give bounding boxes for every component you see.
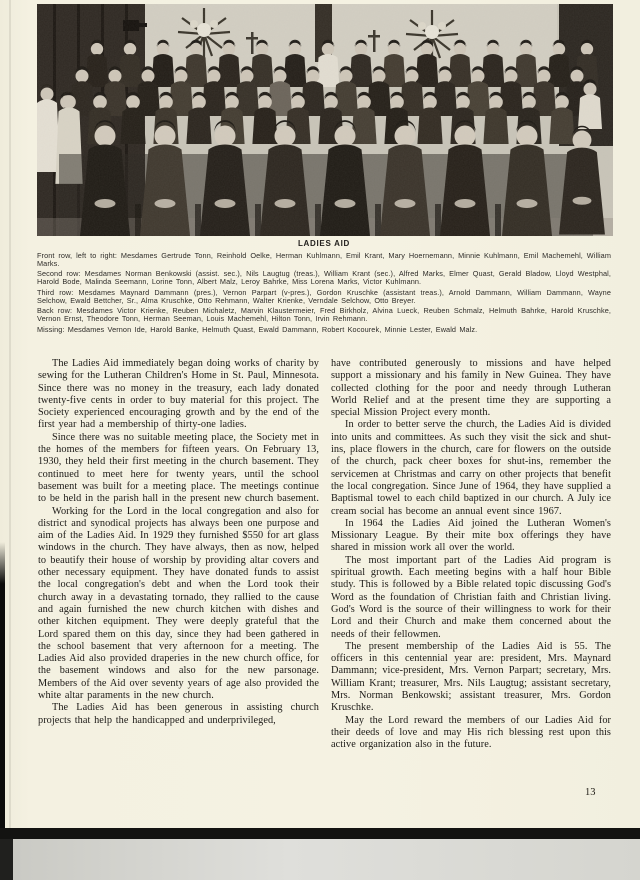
paragraph: Working for the Lord in the local congregation and also for district and synodical projects has always been one purpose and aim of the Ladies Aid. In 1929 they furnished $550 for art glass windows in the church. They have always, then as now, helped to beautify their house of worship by providing altar covers and other necessary equipment. They have donated funds to assist the local congregation's debt and when the Lord took their church away in a devastating tornado, they rallied to the cause and again furnished the new church kitchen with dishes and other kitchen equipment. They were deeply grateful that the Lord spared them on this day, since they had been gathered in the school basement that very afternoon for a meeting. The Ladies Aid also provided draperies in the new church office, for the basement windows and also for the new parsonage. Members of the Aid over seventy years of age also provided the white altar paraments in the new church. xyxy=(38,505,319,702)
group-photo-illustration xyxy=(37,4,613,236)
paragraph: In 1964 the Ladies Aid joined the Lutheran Women's Missionary League. By their mite box offerings they have shared in mission work all over the world. xyxy=(331,517,611,554)
scanner-background-strip xyxy=(0,839,640,880)
paragraph: In order to better serve the church, the Ladies Aid is divided into units and committees. As such they visit the sick and shut-ins, place flowers in the church, care for flowers on the outside of the church, pack cheer boxes for shut-ins, remember the servicemen at Christmas and carry on other projects that benefit the local congregation. Since June of 1964, they have supplied a Baptismal towel to each child baptized in our church. A July ice cream social has become an annual event since 1967. xyxy=(331,419,611,517)
page-number: 13 xyxy=(585,787,596,798)
scan-bottom-edge xyxy=(0,828,640,839)
paragraph: The most important part of the Ladies Aid program is spiritual growth. Each meeting begins with a half hour Bible study. This is followed by a Bible related topic discussing God's Word as the foundation of Christian faith and Christian living. God's Word is the source of their willingness to work for their Lord and their Church and make them concerned about the needs of their fellowmen. xyxy=(331,554,611,640)
photo-caption-title: LADIES AID xyxy=(297,239,351,248)
group-photo xyxy=(37,4,613,236)
photo-caption xyxy=(37,239,611,336)
caption-front-row: Front row, left to right: Mesdames Gertrude Tonn, Reinhold Oelke, Herman Kuhlmann, Emil Krant, Mary Hoernemann, Minnie Kuhlmann, Emil Machemehl, William Marks. xyxy=(37,251,611,268)
scan-edge-shadow xyxy=(0,584,5,828)
paragraph: have contributed generously to missions and have helped support a missionary and his family in New Guinea. They have collected clothing for the poor and needy through Lutheran World Relief and at the present time they are supporting a special Mission Project every month. xyxy=(331,358,611,419)
paragraph: The Ladies Aid has been generous in assisting church projects that help the handicapped and underprivileged, xyxy=(38,702,319,726)
caption-back-row: Back row: Mesdames Victor Krienke, Reuben Michaletz, Marvin Klaustermeier, Fred Birkholz, Alvina Lueck, Reuben Schmalz, Helmuth Bahrke, Harold Kruschke, Vernon Ernst, Theodore Tonn, Herman Seeman, Louis Machemehl, Hilton Tonn, Irvin Rehmann. xyxy=(37,306,611,324)
scan-edge-shadow-fade xyxy=(0,542,5,584)
page-crease xyxy=(9,0,11,828)
left-column xyxy=(38,358,319,727)
paragraph: The Ladies Aid immediately began doing works of charity by sewing for the Lutheran Children's Home in St. Paul, Minnesota. Since there was no money in the treasury, each lady donated twenty-five cents in order to buy material for this project. The Society experienced encouraging growth and by the end of the first year had a membership of thirty-one ladies. xyxy=(38,358,319,431)
right-column xyxy=(331,358,611,752)
scanner-corner-dark xyxy=(0,839,13,880)
paragraph: May the Lord reward the members of our Ladies Aid for their deeds of love and may His rich blessing rest upon this active organization also in the future. xyxy=(331,714,611,751)
caption-second-row: Second row: Mesdames Norman Benkowski (assist. sec.), Nils Laugtug (treas.), William Krant (sec.), Alfred Marks, Elmer Quast, Gerald Bladow, Lloyd Westphal, Harold Bode, Malinda Seemann, Lorine Tonn, Albert Malz, Leroy Bahrke, Miss Lorena Marks, Victor Kuhlmann. xyxy=(37,269,611,287)
paragraph: Since there was no suitable meeting place, the Society met in the homes of the members for fifteen years. On February 13, 1930, they held their first meeting in the church basement. They continued to meet here for twenty years, until the school basement was built for a meeting place. The meetings continue to be held in the parish hall in the present new church basement. xyxy=(38,431,319,505)
caption-missing: Missing: Mesdames Vernon Ide, Harold Banke, Helmuth Quast, Ewald Dammann, Robert Kocourek, Minnie Lester, Ewald Malz. xyxy=(37,324,478,334)
paragraph: The present membership of the Ladies Aid is 55. The officers in this centennial year are: president, Mrs. Maynard Dammann; vice-president, Mrs. Vernon Parpart; secretary, Mrs. William Krant; treasurer, Mrs. Nils Laugtug; assistant secretary, Mrs. Norman Benkowski; assistant treasurer, Mrs. Gordon Kruschke. xyxy=(331,640,611,714)
caption-third-row: Third row: Mesdames Maynard Dammann (pres.), Vernon Parpart (v-pres.), Gordon Kruschke (assistant treas.), Arnold Dammann, William Dammann, Wayne Selchow, Ewald Bettcher, Sr., Alma Kruschke, Otto Rehmann, Walter Krienke, Verndale Selchow, Otto Breyer. xyxy=(37,287,611,305)
